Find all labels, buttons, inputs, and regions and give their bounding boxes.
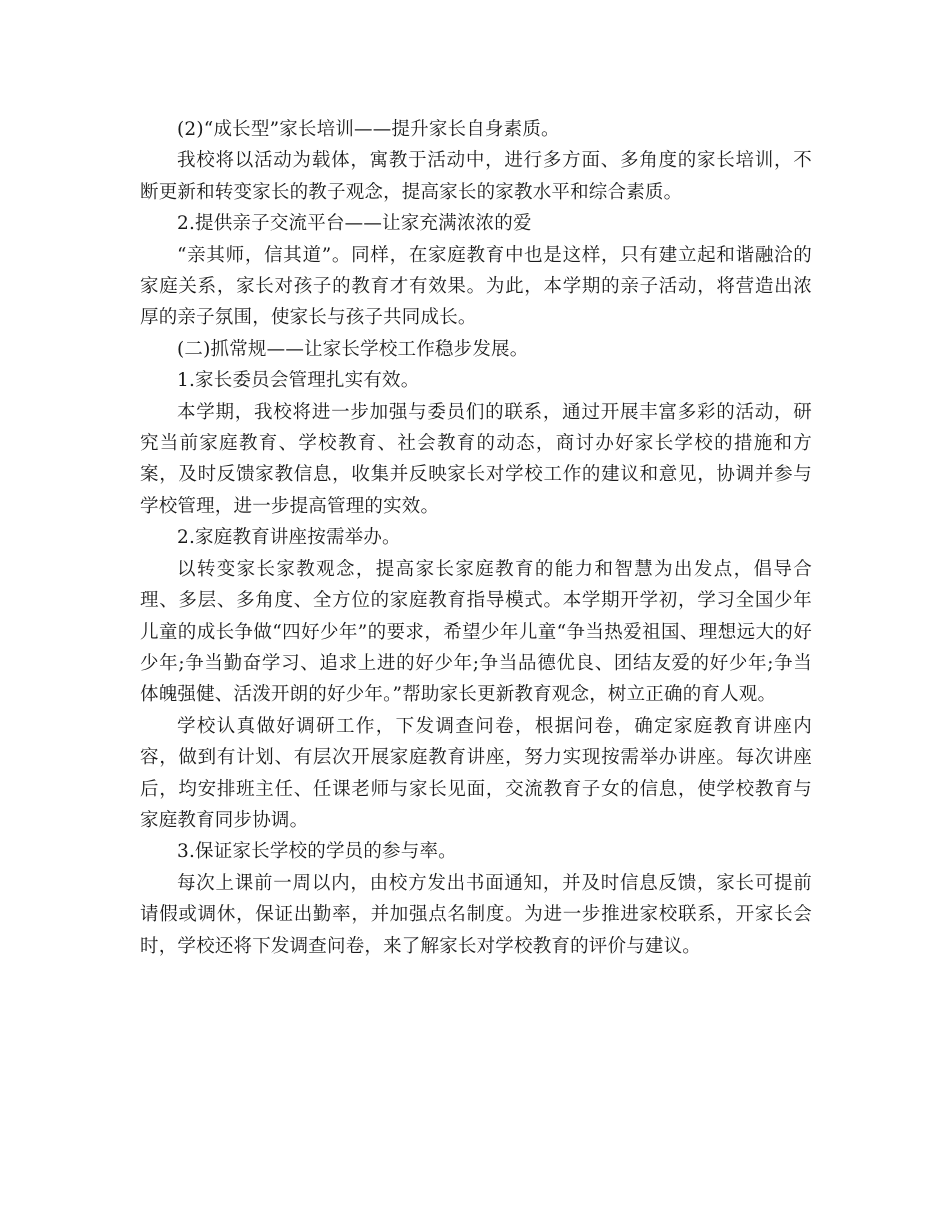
paragraph-lectures-research: 学校认真做好调研工作，下发调查问卷，根据问卷，确定家庭教育讲座内容，做到有计划、有层次开展家庭教育讲座，努力实现按需举办讲座。每次讲座后，均安排班主任、任课老师与家长见面，交流教育子女的信息，使学校教育与家庭教育同步协调。 [140, 715, 812, 831]
paragraph-growth-training: 我校将以活动为载体，寓教于活动中，进行多方面、多角度的家长培训，不断更新和转变家长的教子观念，提高家长的家教水平和综合素质。 [140, 150, 812, 203]
paragraph-participation: 每次上课前一周以内，由校方发出书面通知，并及时信息反馈，家长可提前请假或调休，保证出勤率，并加强点名制度。为进一步推进家校联系，开家长会时，学校还将下发调查问卷，来了解家长对学校教育的评价与建议。 [140, 872, 812, 957]
heading-parent-committee: 1.家长委员会管理扎实有效。 [177, 370, 420, 392]
paragraph-parent-child-platform: “亲其师，信其道”。同样，在家庭教育中也是这样，只有建立起和谐融洽的家庭关系，家长对孩子的教育才有效果。为此，本学期的亲子活动，将营造出浓厚的亲子氛围，使家长与孩子共同成长。 [140, 244, 812, 329]
heading-participation: 3.保证家长学校的学员的参与率。 [177, 841, 457, 863]
paragraph-lectures-goals: 以转变家长家教观念，提高家长家庭教育的能力和智慧为出发点，倡导合理、多层、多角度、全方位的家庭教育指导模式。本学期开学初，学习全国少年儿童的成长争做“四好少年”的要求，希望少年儿童“争当热爱祖国、理想远大的好少年;争当勤奋学习、追求上进的好少年;争当品德优良、团结友爱的好少年;争当体魄强健、活泼开朗的好少年。”帮助家长更新教育观念，树立正确的育人观。 [140, 558, 812, 706]
section-heading-routine: (二)抓常规——让家长学校工作稳步发展。 [177, 338, 529, 360]
document-body [140, 114, 812, 962]
heading-parent-child-platform: 2.提供亲子交流平台——让家充满浓浓的爱 [177, 213, 532, 235]
paragraph-parent-committee: 本学期，我校将进一步加强与委员们的联系，通过开展丰富多彩的活动，研究当前家庭教育、学校教育、社会教育的动态，商讨办好家长学校的措施和方案，及时反馈家教信息，收集并反映家长对学校工作的建议和意见，协调并参与学校管理，进一步提高管理的实效。 [140, 401, 812, 517]
heading-lectures: 2.家庭教育讲座按需举办。 [177, 527, 401, 549]
subsection-heading-growth-training: (2)“成长型”家长培训——提升家长自身素质。 [177, 119, 560, 140]
